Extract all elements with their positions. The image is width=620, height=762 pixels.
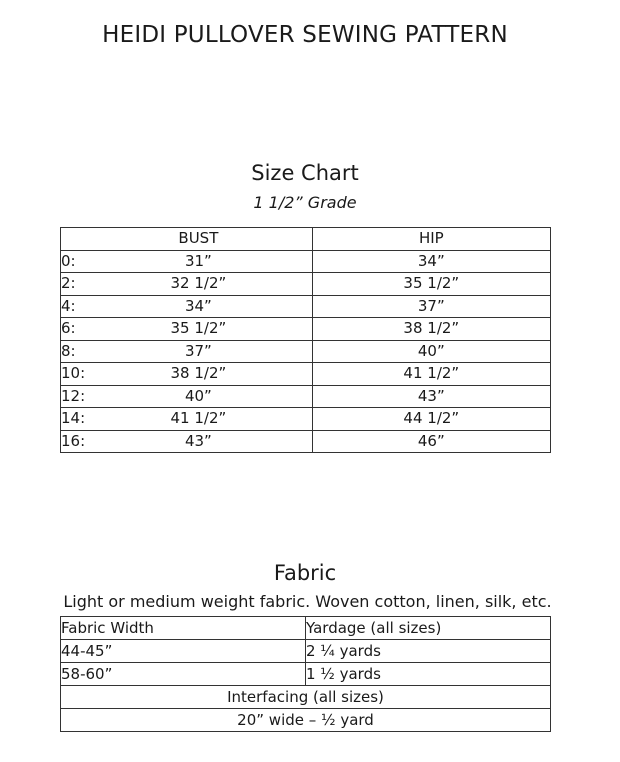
size-chart-table xyxy=(60,227,551,453)
table-row xyxy=(61,295,551,318)
size-cell: 2: xyxy=(61,273,86,296)
table-row xyxy=(61,408,551,431)
table-row xyxy=(61,273,551,296)
size-cell: 12: xyxy=(61,385,86,408)
size-cell: 4: xyxy=(61,295,86,318)
hip-cell: 34” xyxy=(312,250,550,273)
size-cell: 10: xyxy=(61,363,86,386)
bust-cell: 43” xyxy=(85,430,312,453)
hip-cell: 38 1/2” xyxy=(312,318,550,341)
hip-cell: 37” xyxy=(312,295,550,318)
table-row xyxy=(61,686,551,709)
table-row xyxy=(61,318,551,341)
size-cell: 16: xyxy=(61,430,86,453)
header-cell-bust: BUST xyxy=(85,228,312,251)
table-row xyxy=(61,250,551,273)
table-row xyxy=(61,340,551,363)
bust-cell: 41 1/2” xyxy=(85,408,312,431)
interfacing-label: Interfacing (all sizes) xyxy=(61,686,551,709)
document-title: HEIDI PULLOVER SEWING PATTERN xyxy=(102,22,508,48)
header-cell-size xyxy=(61,228,86,251)
fabric-header-row xyxy=(61,617,551,640)
fabric-heading: Fabric xyxy=(273,561,337,585)
table-row xyxy=(61,363,551,386)
fabric-width-cell: 44-45” xyxy=(61,640,306,663)
table-row xyxy=(61,385,551,408)
fabric-width-header: Fabric Width xyxy=(61,617,306,640)
table-row xyxy=(61,640,551,663)
yardage-cell: 1 ½ yards xyxy=(306,663,551,686)
size-chart-header-row xyxy=(61,228,551,251)
fabric-width-cell: 58-60” xyxy=(61,663,306,686)
size-cell: 0: xyxy=(61,250,86,273)
bust-cell: 35 1/2” xyxy=(85,318,312,341)
hip-cell: 46” xyxy=(312,430,550,453)
bust-cell: 40” xyxy=(85,385,312,408)
bust-cell: 38 1/2” xyxy=(85,363,312,386)
hip-cell: 43” xyxy=(312,385,550,408)
interfacing-value: 20” wide – ½ yard xyxy=(61,709,551,732)
hip-cell: 35 1/2” xyxy=(312,273,550,296)
hip-cell: 41 1/2” xyxy=(312,363,550,386)
table-row xyxy=(61,709,551,732)
fabric-table xyxy=(60,616,551,732)
size-chart-subheading: 1 1/2” Grade xyxy=(253,193,357,212)
hip-cell: 44 1/2” xyxy=(312,408,550,431)
yardage-header: Yardage (all sizes) xyxy=(306,617,551,640)
bust-cell: 31” xyxy=(85,250,312,273)
table-row xyxy=(61,663,551,686)
bust-cell: 34” xyxy=(85,295,312,318)
header-cell-hip: HIP xyxy=(312,228,550,251)
size-chart-heading: Size Chart xyxy=(251,161,359,185)
bust-cell: 32 1/2” xyxy=(85,273,312,296)
fabric-description: Light or medium weight fabric. Woven cotton, linen, silk, etc. xyxy=(63,592,552,611)
yardage-cell: 2 ¼ yards xyxy=(306,640,551,663)
bust-cell: 37” xyxy=(85,340,312,363)
table-row xyxy=(61,430,551,453)
size-cell: 14: xyxy=(61,408,86,431)
size-cell: 6: xyxy=(61,318,86,341)
hip-cell: 40” xyxy=(312,340,550,363)
size-cell: 8: xyxy=(61,340,86,363)
